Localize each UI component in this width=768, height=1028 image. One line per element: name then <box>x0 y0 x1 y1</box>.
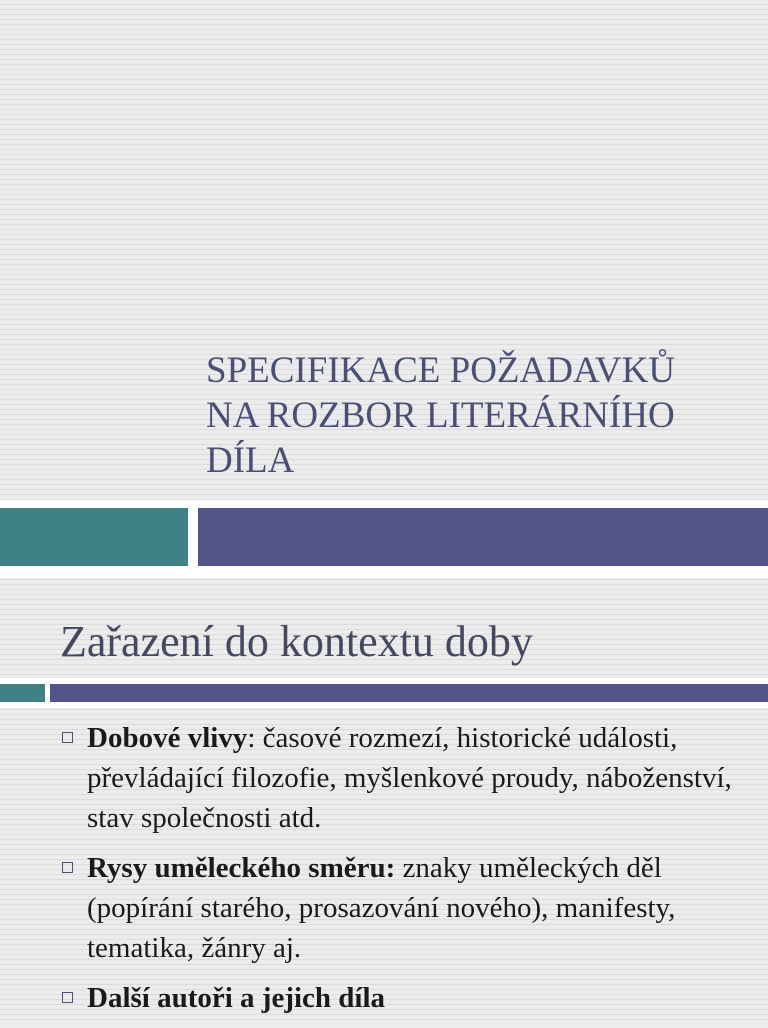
bullet-item <box>60 848 750 968</box>
bullet-heading: Dobové vlivy <box>87 722 248 754</box>
bullet-text: : časové rozmezí, historické události, převládající filozofie, myšlenkové proudy, náboženství, stav společnosti atd. <box>87 722 732 834</box>
bullet-heading: Další autoři a jejich díla <box>87 982 386 1014</box>
bullet-item <box>60 718 750 838</box>
slide-1-title-line: DÍLA <box>206 440 295 481</box>
square-bullet-icon <box>62 992 73 1003</box>
slide-2-title: Zařazení do kontextu doby <box>60 617 533 666</box>
slide-2 <box>0 578 768 1024</box>
square-bullet-icon <box>62 732 73 743</box>
purple-accent-block <box>50 684 768 702</box>
teal-accent-block <box>0 684 45 702</box>
bullet-text: znaky uměleckých děl (popírání starého, prosazování nového), manifesty, tematika, žánry aj. <box>87 852 676 964</box>
slide-1-title-line: SPECIFIKACE POŽADAVKŮ <box>206 350 676 391</box>
slide-1-title <box>206 348 746 483</box>
slide-1-accent-band <box>0 500 768 574</box>
bullet-list <box>60 718 750 1028</box>
slide-2-accent-band <box>0 678 768 708</box>
slide-1-title-line: NA ROZBOR LITERÁRNÍHO <box>206 395 675 436</box>
bullet-heading: Rysy uměleckého směru: <box>87 852 396 884</box>
teal-accent-block <box>0 508 188 566</box>
square-bullet-icon <box>62 862 73 873</box>
purple-accent-block <box>198 508 768 566</box>
bullet-item <box>60 978 750 1018</box>
